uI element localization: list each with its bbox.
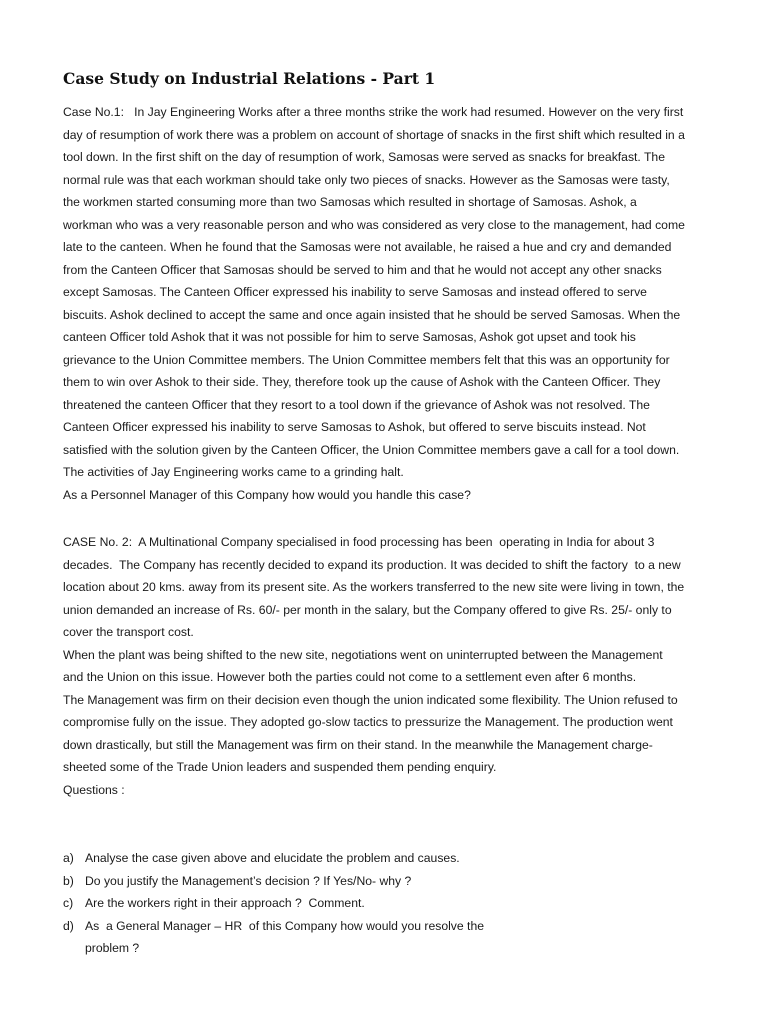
text-line: sheeted some of the Trade Union leaders and suspended them pending enquiry. <box>63 760 497 774</box>
text-line: them to win over Ashok to their side. They, therefore took up the cause of Ashok with the Canteen Officer. They <box>63 375 661 389</box>
text-line: Case No.1: In Jay Engineering Works after a three months strike the work had resumed. However on the very first <box>63 105 684 119</box>
text-line: the workmen started consuming more than two Samosas which resulted in shortage of Samosas. Ashok, a <box>63 195 637 209</box>
question-text: problem ? <box>85 941 140 955</box>
text-line: day of resumption of work there was a problem on account of shortage of snacks in the first shift which resulted in a <box>63 127 685 142</box>
case-2-paragraph <box>63 531 711 801</box>
question-text: Analyse the case given above and elucidate the problem and causes. <box>85 851 460 865</box>
question-marker: d) <box>63 918 74 933</box>
question-text: Do you justify the Management’s decision ? If Yes/No- why ? <box>85 873 412 888</box>
text-line: The activities of Jay Engineering works came to a grinding halt. <box>63 465 404 479</box>
question-text: Are the workers right in their approach ? Comment. <box>85 896 365 910</box>
text-line: satisfied with the solution given by the Canteen Officer, the Union Committee members gave a call for a tool down. <box>63 442 680 457</box>
question-item <box>63 915 711 938</box>
text-line: biscuits. Ashok declined to accept the same and once again insisted that he should be served Samosas. When the <box>63 307 681 322</box>
text-line: As a Personnel Manager of this Company how would you handle this case? <box>63 487 471 502</box>
text-line: tool down. In the first shift on the day of resumption of work, Samosas were served as snacks for breakfast. The <box>63 150 665 164</box>
questions-list <box>63 847 711 960</box>
question-marker: c) <box>63 896 74 910</box>
text-line: Canteen Officer expressed his inability to serve Samosas to Ashok, but offered to serve biscuits instead. Not <box>63 420 646 434</box>
case-1-paragraph <box>63 101 711 506</box>
text-line: decades. The Company has recently decided to expand its production. It was decided to shift the factory to a new <box>63 557 681 572</box>
question-item <box>63 847 711 870</box>
question-marker: a) <box>63 851 74 865</box>
text-line: Questions : <box>63 782 125 797</box>
question-item <box>63 870 711 893</box>
text-line: compromise fully on the issue. They adopted go-slow tactics to pressurize the Management. The production went <box>63 715 673 729</box>
text-line: normal rule was that each workman should take only two pieces of snacks. However as the Samosas were tasty, <box>63 172 670 187</box>
text-line: from the Canteen Officer that Samosas should be served to him and that he would not accept any other snacks <box>63 262 662 277</box>
text-line: When the plant was being shifted to the new site, negotiations went on uninterrupted between the Management <box>63 647 663 662</box>
document-title: Case Study on Industrial Relations - Part 1 <box>63 69 436 88</box>
text-line: cover the transport cost. <box>63 625 194 639</box>
text-line: union demanded an increase of Rs. 60/- per month in the salary, but the Company offered to give Rs. 25/- only to <box>63 602 672 617</box>
question-marker: b) <box>63 873 74 888</box>
text-line: grievance to the Union Committee members. The Union Committee members felt that this was an opportunity for <box>63 352 670 367</box>
text-line: and the Union on this issue. However both the parties could not come to a settlement even after 6 months. <box>63 670 637 684</box>
question-item <box>63 937 711 960</box>
text-line: The Management was firm on their decision even though the union indicated some flexibility. The Union refused to <box>63 692 678 707</box>
text-line: location about 20 kms. away from its present site. As the workers transferred to the new site were living in town, the <box>63 580 685 594</box>
text-line: workman who was a very reasonable person and who was considered as very close to the management, had come <box>63 217 685 232</box>
text-line: CASE No. 2: A Multinational Company specialised in food processing has been operating in India for about 3 <box>63 535 655 549</box>
text-line: except Samosas. The Canteen Officer expressed his inability to serve Samosas and instead offered to serve <box>63 285 647 299</box>
text-line: late to the canteen. When he found that the Samosas were not available, he raised a hue and cry and demanded <box>63 240 672 254</box>
text-line: threatened the canteen Officer that they resort to a tool down if the grievance of Ashok was not resolved. The <box>63 397 650 412</box>
text-line: down drastically, but still the Management was firm on their stand. In the meanwhile the Management charge- <box>63 737 653 752</box>
question-item <box>63 892 711 915</box>
text-line: canteen Officer told Ashok that it was not possible for him to serve Samosas, Ashok got upset and took his <box>63 330 636 344</box>
question-text: As a General Manager – HR of this Company how would you resolve the <box>85 918 485 933</box>
